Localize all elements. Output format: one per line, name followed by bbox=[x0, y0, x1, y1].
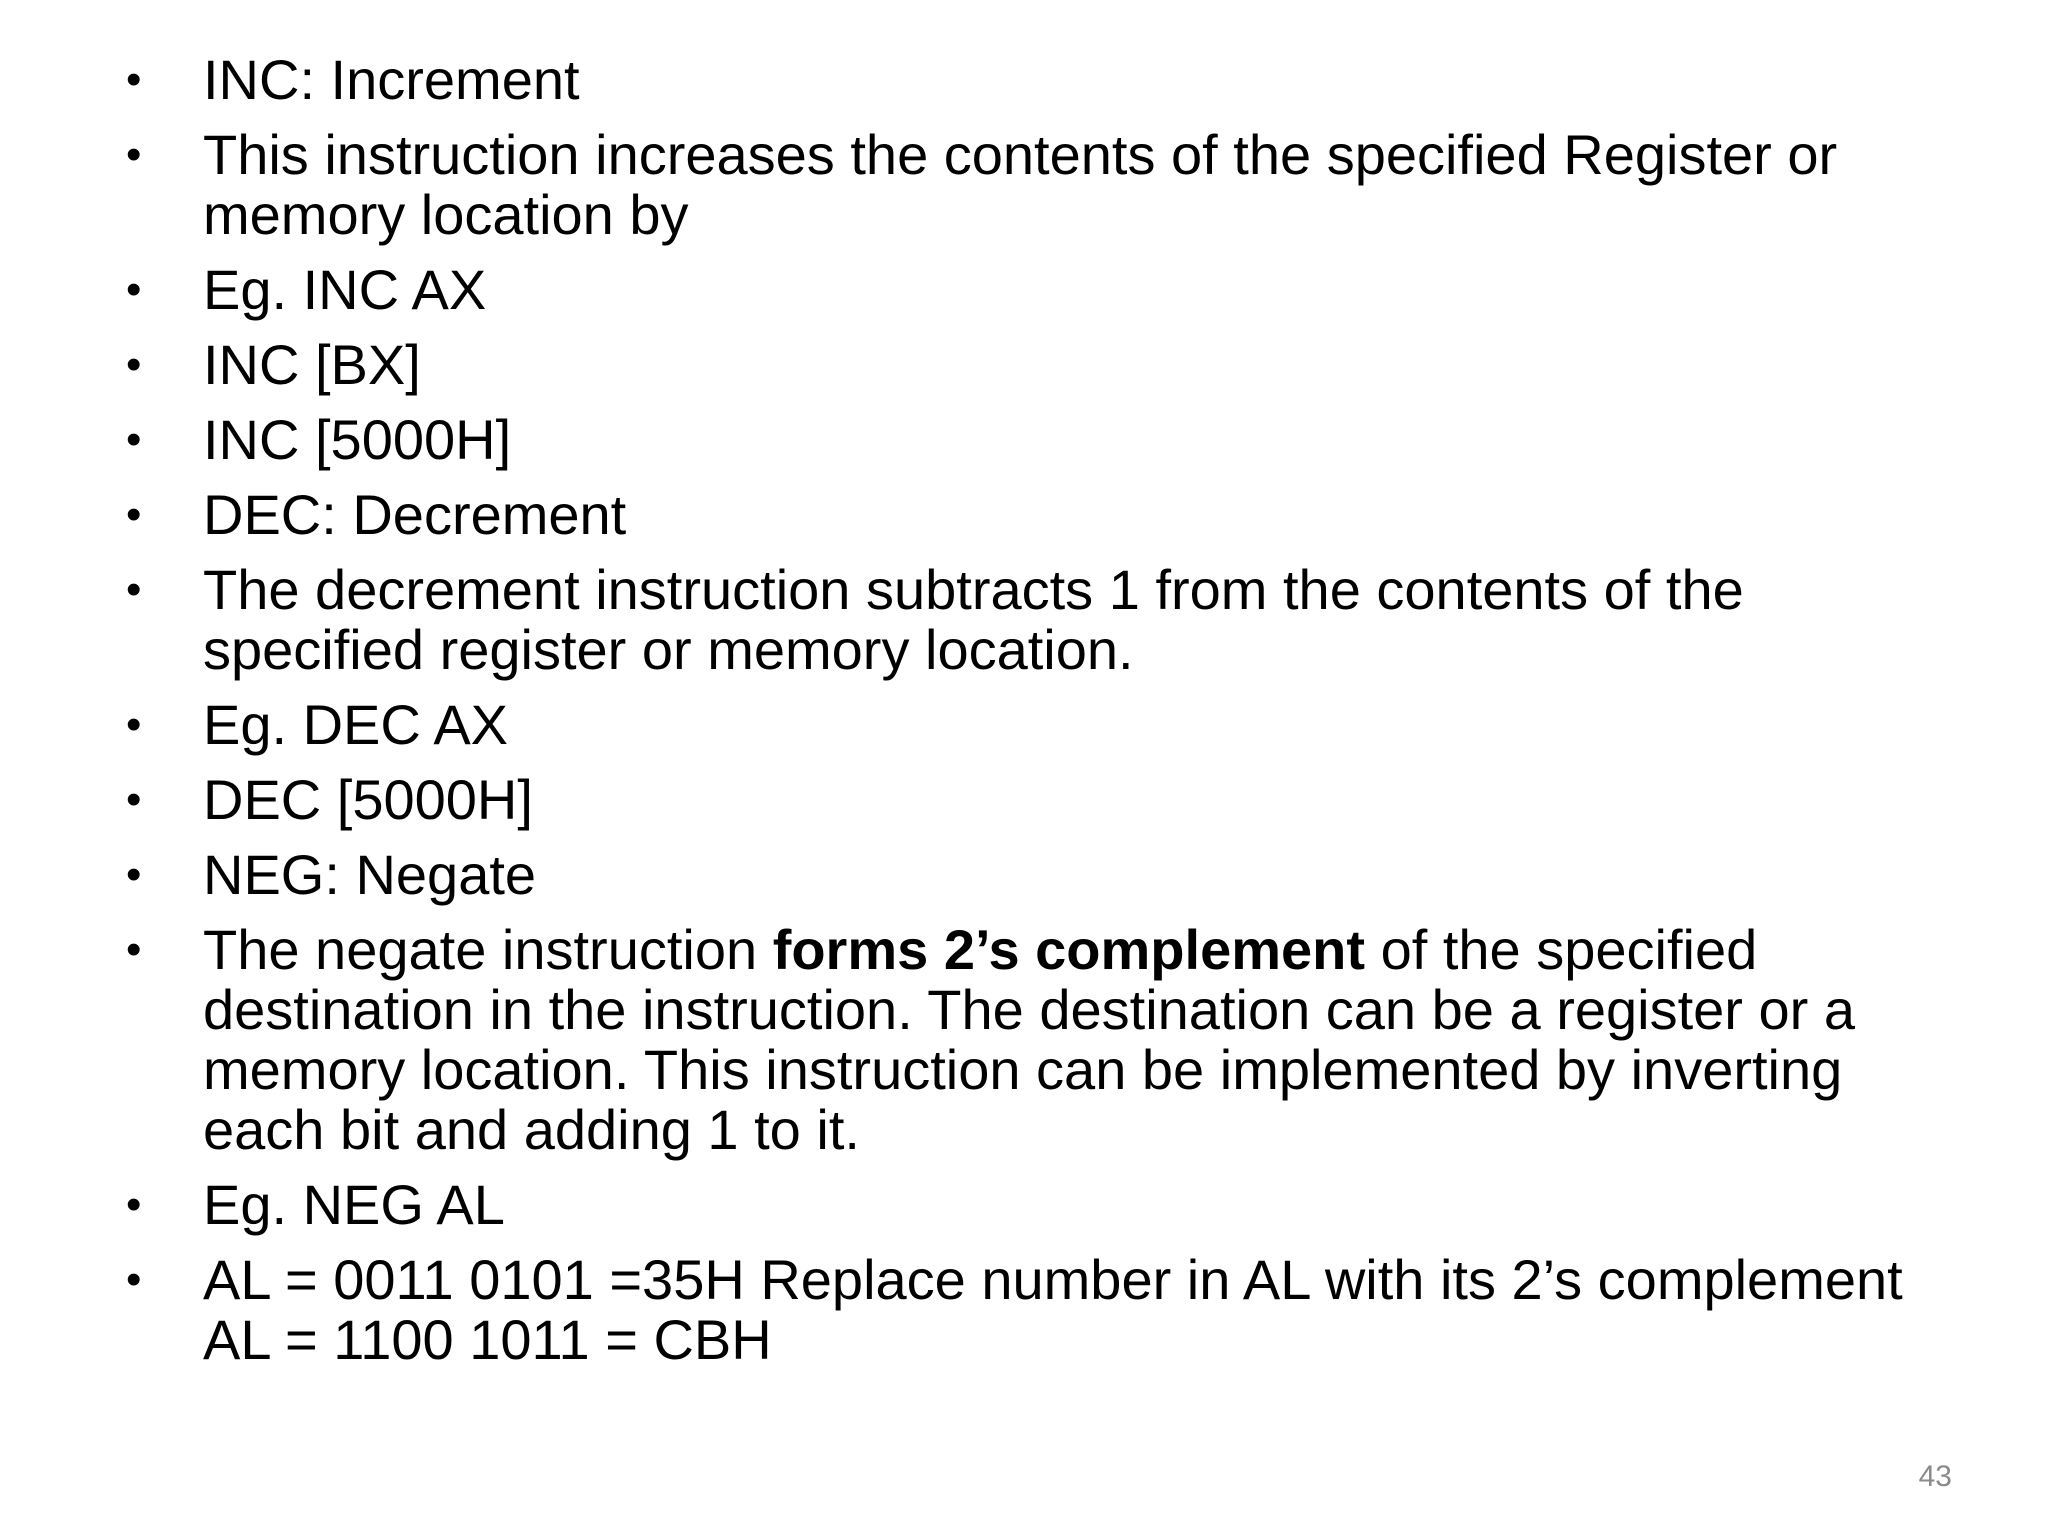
bullet-text bbox=[203, 918, 1855, 1161]
list-item bbox=[0, 485, 1973, 545]
bullet-text: INC: Increment bbox=[203, 48, 580, 111]
list-item bbox=[0, 125, 1973, 245]
bullet-text: This instruction increases the contents of the specified Register or memory location by bbox=[203, 123, 1838, 246]
bullet-icon: • bbox=[126, 490, 142, 539]
bullet-text: DEC [5000H] bbox=[203, 768, 533, 831]
bullet-text: Eg. DEC AX bbox=[203, 693, 509, 756]
list-item bbox=[0, 1250, 1973, 1370]
list-item bbox=[0, 695, 1973, 755]
list-item bbox=[0, 1175, 1973, 1235]
bullet-text-suffix: of the specified destination in the instruction. The destination can be a register or a memory location. This instruction can be implemented by inverting each bit and adding 1 to it. bbox=[203, 918, 1855, 1161]
bullet-icon: • bbox=[126, 565, 142, 614]
bullet-icon: • bbox=[126, 700, 142, 749]
bullet-text: NEG: Negate bbox=[203, 843, 537, 906]
bullet-icon: • bbox=[126, 1255, 142, 1304]
bullet-icon: • bbox=[126, 850, 142, 899]
list-item bbox=[0, 335, 1973, 395]
bullet-text: AL = 0011 0101 =35H Replace number in AL with its 2’s complement AL = 1100 1011 = CBH bbox=[203, 1248, 1903, 1371]
bullet-text: DEC: Decrement bbox=[203, 483, 627, 546]
bullet-list bbox=[0, 50, 2048, 1385]
bullet-icon: • bbox=[126, 130, 142, 179]
bullet-icon: • bbox=[126, 775, 142, 824]
list-item bbox=[0, 560, 1973, 680]
page-number: 43 bbox=[1918, 1460, 1952, 1493]
list-item bbox=[0, 770, 1973, 830]
bullet-text: Eg. INC AX bbox=[203, 258, 487, 321]
bullet-text: INC [5000H] bbox=[203, 408, 512, 471]
bullet-icon: • bbox=[126, 415, 142, 464]
bullet-text: The decrement instruction subtracts 1 from the contents of the specified register or memory location. bbox=[203, 558, 1744, 681]
bullet-text-prefix: The negate instruction bbox=[203, 918, 773, 981]
bullet-icon: • bbox=[126, 925, 142, 974]
list-item bbox=[0, 50, 1973, 110]
bullet-text: INC [BX] bbox=[203, 333, 421, 396]
bullet-icon: • bbox=[126, 340, 142, 389]
list-item bbox=[0, 920, 1973, 1160]
bullet-text: Eg. NEG AL bbox=[203, 1173, 505, 1236]
bullet-text-bold: forms 2’s complement bbox=[772, 918, 1366, 981]
list-item bbox=[0, 260, 1973, 320]
list-item bbox=[0, 410, 1973, 470]
bullet-icon: • bbox=[126, 55, 142, 104]
list-item bbox=[0, 845, 1973, 905]
bullet-icon: • bbox=[126, 265, 142, 314]
bullet-icon: • bbox=[126, 1180, 142, 1229]
